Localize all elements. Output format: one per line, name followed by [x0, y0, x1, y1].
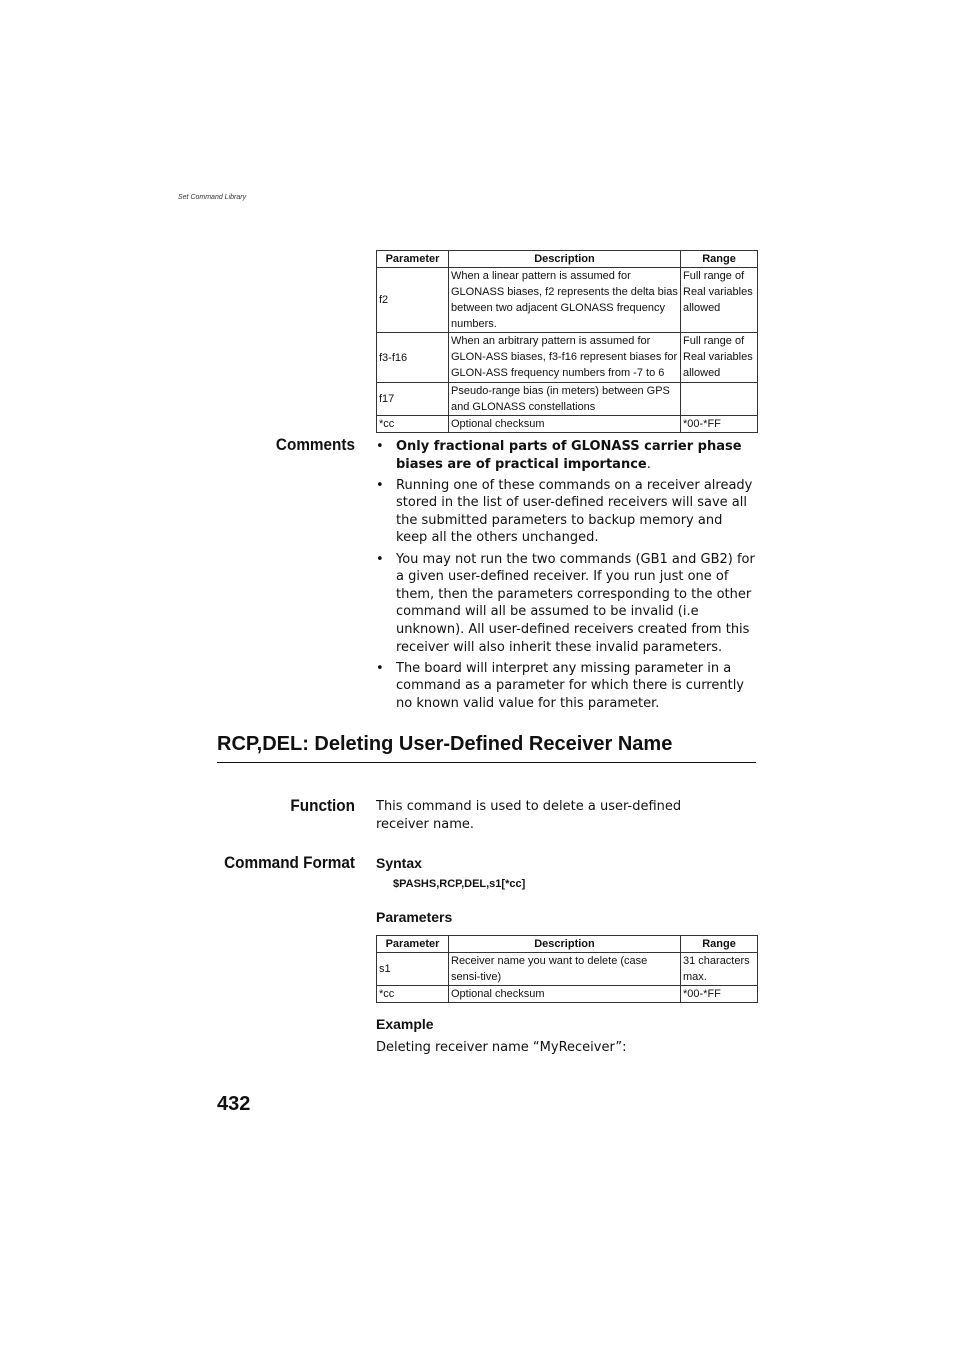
function-heading: Function	[290, 796, 355, 815]
example-text: Deleting receiver name “MyReceiver”:	[376, 1040, 627, 1055]
range-cell: Full range of Real variables allowed	[681, 268, 758, 333]
page-number: 432	[217, 1093, 251, 1115]
function-text: This command is used to delete a user-defined receiver name.	[376, 799, 682, 832]
list-item	[376, 438, 756, 473]
comment-text: You may not run the two commands (GB1 and GB2) for a given user-defined receiver. If you run just one of them, then the parameters corresponding to the other command will all be assumed to be invalid (i.e unknown). All user-defined receivers created from this receiver will also inherit these invalid parameters.	[396, 551, 755, 655]
range-cell: *00-*FF	[681, 986, 758, 1003]
desc-cell: When a linear pattern is assumed for GLONASS biases, f2 represents the delta bias between two adjacent GLONASS frequency numbers.	[449, 268, 681, 333]
table-row	[377, 333, 758, 383]
comment-text: .	[646, 456, 651, 472]
desc-cell: Optional checksum	[449, 986, 681, 1003]
table-header-row	[377, 251, 758, 268]
table-row	[377, 953, 758, 986]
param-cell: *cc	[377, 986, 449, 1003]
header-parameter: Parameter	[377, 251, 449, 268]
list-item	[376, 477, 756, 547]
table-row	[377, 416, 758, 433]
table-row	[377, 268, 758, 333]
syntax-code: $PASHS,RCP,DEL,s1[*cc]	[393, 878, 526, 890]
table-row	[377, 383, 758, 416]
section-title: RCP,DEL: Deleting User-Defined Receiver Name	[217, 733, 756, 763]
command-format-heading: Command Format	[224, 853, 355, 872]
param-cell: s1	[377, 953, 449, 986]
syntax-label: Syntax	[376, 855, 422, 871]
range-cell	[681, 383, 758, 416]
desc-cell: Optional checksum	[449, 416, 681, 433]
comment-bold-text: Only fractional parts of GLONASS carrier phase biases are of practical importance	[396, 439, 742, 472]
parameters-table-rcp-del	[376, 935, 758, 1003]
table-row	[377, 986, 758, 1003]
param-cell: *cc	[377, 416, 449, 433]
range-cell: Full range of Real variables allowed	[681, 333, 758, 383]
list-item	[376, 660, 756, 713]
desc-cell: Pseudo-range bias (in meters) between GPS and GLONASS constellations	[449, 383, 681, 416]
comment-text: The board will interpret any missing parameter in a command as a parameter for which there is currently no known valid value for this parameter.	[396, 660, 745, 711]
comments-heading: Comments	[275, 435, 355, 454]
running-header: Set Command Library	[178, 194, 247, 201]
header-range: Range	[681, 936, 758, 953]
parameters-label: Parameters	[376, 909, 453, 925]
range-cell: 31 characters max.	[681, 953, 758, 986]
header-description: Description	[449, 251, 681, 268]
param-cell: f17	[377, 383, 449, 416]
header-description: Description	[449, 936, 681, 953]
example-label: Example	[376, 1016, 434, 1032]
desc-cell: Receiver name you want to delete (case sensi-tive)	[449, 953, 681, 986]
comment-text: Running one of these commands on a receiver already stored in the list of user-defined receivers will save all the submitted parameters to backup memory and keep all the others unchanged.	[396, 477, 753, 546]
param-cell: f3-f16	[377, 333, 449, 383]
range-cell: *00-*FF	[681, 416, 758, 433]
header-range: Range	[681, 251, 758, 268]
param-cell: f2	[377, 268, 449, 333]
parameters-table-gb	[376, 250, 758, 433]
table-header-row	[377, 936, 758, 953]
header-parameter: Parameter	[377, 936, 449, 953]
comments-list	[376, 438, 756, 716]
list-item	[376, 551, 756, 657]
desc-cell: When an arbitrary pattern is assumed for GLON-ASS biases, f3-f16 represent biases for GLON-ASS frequency numbers from -7 to 6	[449, 333, 681, 383]
